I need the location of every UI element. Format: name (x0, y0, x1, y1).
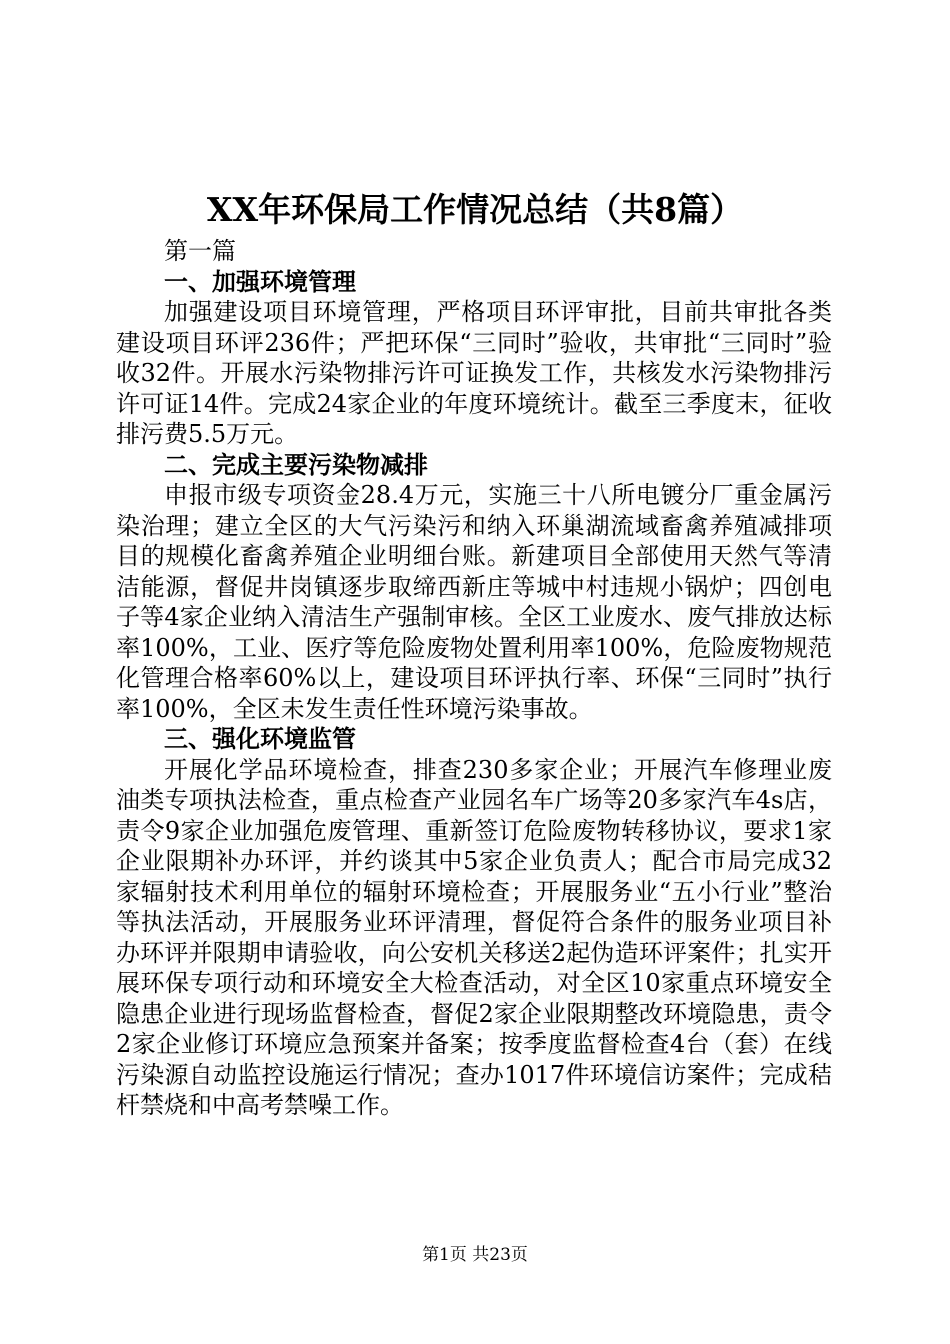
section-body-3: 开展化学品环境检查，排查230多家企业；开展汽车修理业废油类专项执法检查，重点检查产业园名车广场等20多家汽车4s店，责令9家企业加强危废管理、重新签订危险废物转移协议，要求1家企业限期补办环评，并约谈其中5家企业负责人；配合市局完成32家辐射技术利用单位的辐射环境检查；开展服务业“五小行业”整治等执法活动，开展服务业环评清理，督促符合条件的服务业项目补办环评并限期申请验收，向公安机关移送2起伪造环评案件；扎实开展环保专项行动和环境安全大检查活动，对全区10家重点环境安全隐患企业进行现场监督检查，督促2家企业限期整改环境隐患，责令2家企业修订环境应急预案并备案；按季度监督检查4台（套）在线污染源自动监控设施运行情况；查办1017件环境信访案件；完成秸杆禁烧和中高考禁噪工作。 (116, 755, 832, 1119)
section-heading-1: 一、加强环境管理 (164, 266, 356, 296)
section-heading-3: 三、强化环境监管 (164, 724, 356, 753)
section-body-1: 加强建设项目环境管理，严格项目环评审批，目前共审批各类建设项目环评236件；严把环保“三同时”验收，共审批“三同时”验收32件。开展水污染物排污许可证换发工作，共核发水污染物排污许可证14件。完成24家企业的年度环境统计。截至三季度末，征收排污费5.5万元。 (116, 298, 832, 448)
page-footer: 第1页 共23页 (422, 1245, 528, 1265)
section-body-2: 申报市级专项资金28.4万元，实施三十八所电镀分厂重金属污染治理；建立全区的大气污染污和纳入环巢湖流域畜禽养殖减排项目的规模化畜禽养殖企业明细台账。新建项目全部使用天然气等清洁能源，督促井岗镇逐步取缔西新庄等城中村违规小锅炉；四创电子等4家企业纳入清洁生产强制审核。全区工业废水、废气排放达标率100%，工业、医疗等危险废物处置利用率100%，危险废物规范化管理合格率60%以上，建设项目环评执行率、环保“三同时”执行率100%，全区未发生责任性环境污染事故。 (116, 481, 832, 723)
part-label: 第一篇 (164, 237, 236, 265)
document-content (116, 236, 832, 1121)
document-title: XX年环保局工作情况总结（共8篇） (206, 190, 744, 229)
section-heading-2: 二、完成主要污染物减排 (164, 449, 428, 479)
